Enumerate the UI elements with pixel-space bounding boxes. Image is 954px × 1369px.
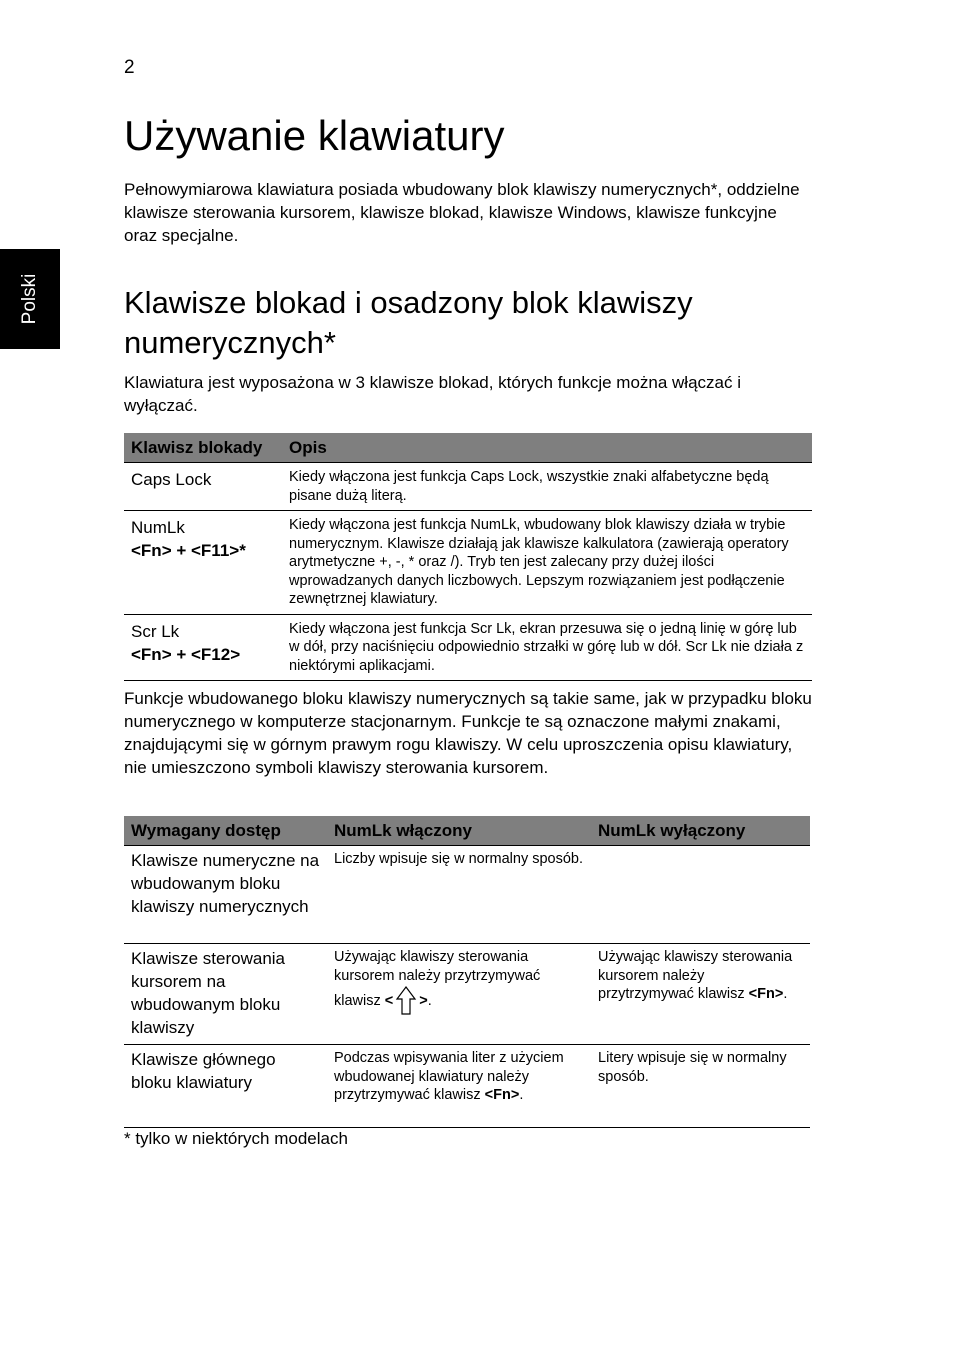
- key-close: >: [419, 992, 428, 1009]
- shift-key-icon: [395, 985, 417, 1017]
- footnote: * tylko w niektórych modelach: [124, 1129, 348, 1148]
- access-cell: Klawisze głównego bloku klawiatury: [124, 1045, 327, 1128]
- table-header-row: [124, 816, 810, 846]
- fn-key: <Fn>: [484, 1087, 520, 1103]
- access-cell: Klawisze sterowania kursorem na wbudowanym bloku klawiszy: [124, 944, 327, 1045]
- table-header-row: [124, 433, 812, 463]
- lock-desc-cell: Kiedy włączona jest funkcja Caps Lock, wszystkie znaki alfabetyczne będą pisane dużą literą.: [282, 463, 812, 511]
- numlk-on-text: Podczas wpisywania liter z użyciem wbudowanej klawiatury należy przytrzymywać klawisz: [334, 1050, 564, 1103]
- language-tab: [0, 249, 60, 349]
- lock-key-name: Caps Lock: [131, 470, 212, 489]
- period: .: [783, 986, 788, 1002]
- access-cell: Klawisze numeryczne na wbudowanym bloku klawiszy numerycznych: [124, 846, 327, 944]
- table-row: [124, 614, 812, 681]
- numlk-on-cell: [327, 944, 591, 1045]
- keypad-paragraph: Funkcje wbudowanego bloku klawiszy numerycznych są takie same, jak w przypadku bloku numerycznego w komputerze stacjonarnym. Funkcje te są oznaczone małymi znakami, znajdującymi się w górnym prawym rogu klawiszy. W celu uproszczenia opisu klawiatury, nie umieszczono symboli klawiszy sterowania kursorem.: [124, 689, 812, 777]
- table-row: [124, 846, 810, 944]
- numlk-on-cell: Liczby wpisuje się w normalny sposób.: [327, 846, 591, 944]
- page-number: 2: [124, 57, 135, 78]
- table-row: [124, 944, 810, 1045]
- section-title: Klawisze blokad i osadzony blok klawiszy numerycznych*: [124, 285, 693, 360]
- fn-key: <Fn>: [748, 986, 784, 1002]
- numlk-off-cell: [591, 846, 810, 944]
- lock-key-combo: <Fn> + <F11>*: [131, 541, 246, 560]
- table-row: [124, 511, 812, 615]
- column-header: NumLk wyłączony: [591, 816, 810, 846]
- lock-key-name: Scr Lk: [131, 621, 180, 641]
- column-header: Wymagany dostęp: [124, 816, 327, 846]
- column-header: Klawisz blokady: [124, 433, 282, 463]
- period: .: [519, 1087, 524, 1103]
- numlk-off-cell: [591, 944, 810, 1045]
- lock-key-cell: [124, 614, 282, 681]
- numlk-on-text: Używając klawiszy sterowania kursorem należy przytrzymywać klawisz: [334, 949, 541, 1009]
- intro-paragraph: Pełnowymiarowa klawiatura posiada wbudowany blok klawiszy numerycznych*, oddzielne klawisze sterowania kursorem, klawisze blokad, klawisze Windows, klawisze funkcyjne oraz specjalne.: [124, 180, 800, 245]
- table-row: [124, 463, 812, 511]
- lock-key-name: NumLk: [131, 518, 185, 537]
- lock-keys-table: [124, 433, 812, 681]
- keypad-access-table: [124, 816, 810, 1128]
- lock-desc-cell: Kiedy włączona jest funkcja Scr Lk, ekran przesuwa się o jedną linię w górę lub w dół, przy naciśnięciu odpowiednio strzałki w górę lub w dół. Scr Lk nie działa z niektórymi aplikacjami.: [282, 614, 812, 681]
- period: .: [427, 992, 432, 1009]
- column-header: Opis: [282, 433, 812, 463]
- table-row: [124, 1045, 810, 1128]
- lock-key-cell: [124, 463, 282, 511]
- numlk-off-text: Używając klawiszy sterowania kursorem należy przytrzymywać klawisz: [598, 949, 793, 1002]
- section-intro: Klawiatura jest wyposażona w 3 klawisze blokad, których funkcje można włączać i wyłączać.: [124, 373, 741, 415]
- lock-desc-cell: Kiedy włączona jest funkcja NumLk, wbudowany blok klawiszy działa w trybie numerycznym. Klawisze działają jak klawisze kalkulatora (zawierają operatory arytmetyczne +, -, * oraz /). Tryb ten jest zalecany przy dużej ilości wprowadzanych danych liczbowych. Lepszym rozwiązaniem jest podłączenie zewnętrznej klawiatury.: [282, 511, 812, 615]
- page-title: Używanie klawiatury: [124, 112, 505, 159]
- lock-key-combo: <Fn> + <F12>: [131, 644, 241, 664]
- lock-key-cell: [124, 511, 282, 615]
- numlk-on-cell: [327, 1045, 591, 1128]
- key-open: <: [384, 992, 394, 1009]
- language-tab-label: Polski: [19, 273, 40, 325]
- numlk-off-cell: Litery wpisuje się w normalny sposób.: [591, 1045, 810, 1128]
- column-header: NumLk włączony: [327, 816, 591, 846]
